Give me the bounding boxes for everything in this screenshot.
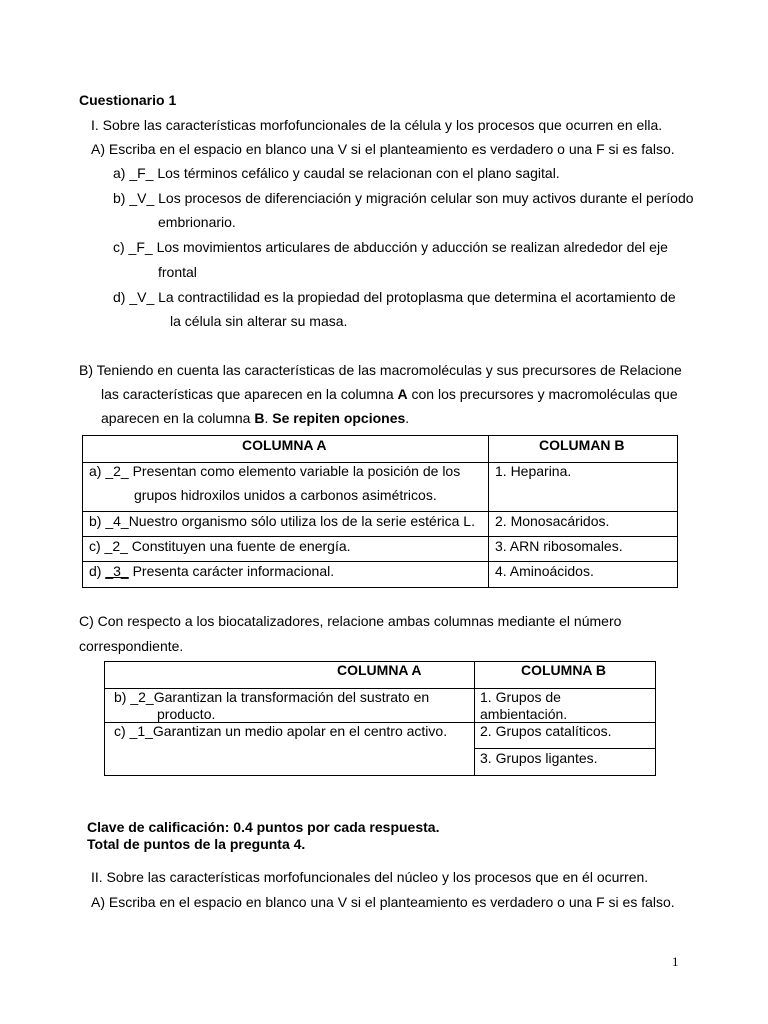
partC-row-2-col-b: 2. Grupos catalíticos. xyxy=(480,723,612,739)
page-number: 1 xyxy=(672,954,679,969)
partB-row-a-col-a: a) _2_ Presentan como elemento variable la posición de los xyxy=(89,463,461,479)
tf-item-d: d) _V_ La contractilidad es la propiedad del protoplasma que determina el acortamiento de xyxy=(113,289,676,305)
grading-total: Total de puntos de la pregunta 4. xyxy=(87,836,306,852)
partB-repeat-note: Se repiten opciones xyxy=(272,410,406,426)
tf-item-c: c) _F_ Los movimientos articulares de abducción y aducción se realizan alrededor del eje xyxy=(113,239,668,255)
partB-intro: B) Teniendo en cuenta las características de las macromoléculas y sus precursores de Relacione xyxy=(79,362,682,378)
grading-key: Clave de calificación: 0.4 puntos por cada respuesta. xyxy=(87,819,440,835)
table-row xyxy=(83,463,678,512)
partB-row-a-col-a-cont: grupos hidroxilos unidos a carbonos asimétricos. xyxy=(134,487,437,503)
tf-item-d-cont: la célula sin alterar su masa. xyxy=(170,313,348,329)
table-row xyxy=(83,562,678,588)
tf-item-c-cont: frontal xyxy=(158,264,197,280)
partB-bold-a: A xyxy=(397,386,408,402)
table-row xyxy=(83,512,678,537)
partC-row-3-col-b: 3. Grupos ligantes. xyxy=(480,750,598,766)
partB-intro-line2: las características que aparecen en la columna A con los precursores y macromoléculas que xyxy=(101,386,678,402)
section2-instruction: A) Escriba en el espacio en blanco una V si el planteamiento es verdadero o una F si es falso. xyxy=(91,894,675,910)
tf-item-b-cont: embrionario. xyxy=(158,214,236,230)
partB-header-b: COLUMAN B xyxy=(539,437,625,453)
section1-heading: I. Sobre las características morfofuncionales de la célula y los procesos que ocurren en ella. xyxy=(91,117,663,133)
partB-bold-b: B xyxy=(254,410,265,426)
partB-row-c-col-b: 3. ARN ribosomales. xyxy=(495,538,623,554)
page-title: Cuestionario 1 xyxy=(79,92,177,108)
table-row xyxy=(105,689,656,723)
partB-row-c-col-a: c) _2_ Constituyen una fuente de energía. xyxy=(89,538,351,554)
partC-intro: C) Con respecto a los biocatalizadores, relacione ambas columnas mediante el número xyxy=(79,613,622,629)
partC-row-1-col-b-cont: ambientación. xyxy=(480,706,568,722)
partB-row-b-col-b: 2. Monosacáridos. xyxy=(495,513,610,529)
partC-table-header xyxy=(105,662,656,689)
section1-instruction: A) Escriba en el espacio en blanco una V si el planteamiento es verdadero o una F si es falso. xyxy=(91,141,675,157)
section2-heading: II. Sobre las características morfofuncionales del núcleo y los procesos que en él ocurren. xyxy=(91,869,649,885)
partB-table-header xyxy=(83,436,678,463)
partB-row-a-col-b: 1. Heparina. xyxy=(495,463,572,479)
partC-intro-cont: correspondiente. xyxy=(79,638,184,654)
partC-table xyxy=(104,661,656,776)
table-row xyxy=(83,537,678,562)
partC-row-1-col-b: 1. Grupos de xyxy=(480,689,561,705)
tf-item-a: a) _F_ Los términos cefálico y caudal se relacionan con el plano sagital. xyxy=(113,165,560,181)
partB-table xyxy=(82,435,678,588)
partB-header-a: COLUMNA A xyxy=(242,437,327,453)
partC-header-b: COLUMNA B xyxy=(521,662,607,678)
partB-row-d-col-b: 4. Aminoácidos. xyxy=(495,563,594,579)
tf-item-b: b) _V_ Los procesos de diferenciación y migración celular son muy activos durante el período xyxy=(113,190,694,206)
partC-row-1-col-a: b) _2_Garantizan la transformación del sustrato en xyxy=(114,689,430,705)
partC-header-a: COLUMNA A xyxy=(337,662,422,678)
partB-intro-line3: aparecen en la columna B. Se repiten opciones. xyxy=(101,410,410,426)
partB-row-b-col-a: b) _4_Nuestro organismo sólo utiliza los de la serie estérica L. xyxy=(89,513,475,529)
partC-row-1-col-a-cont: producto. xyxy=(157,706,216,722)
partC-row-2-col-a: c) _1_Garantizan un medio apolar en el centro activo. xyxy=(114,723,448,739)
partB-row-d-col-a: d) _3_ Presenta carácter informacional. xyxy=(89,563,335,579)
table-row xyxy=(105,723,656,749)
